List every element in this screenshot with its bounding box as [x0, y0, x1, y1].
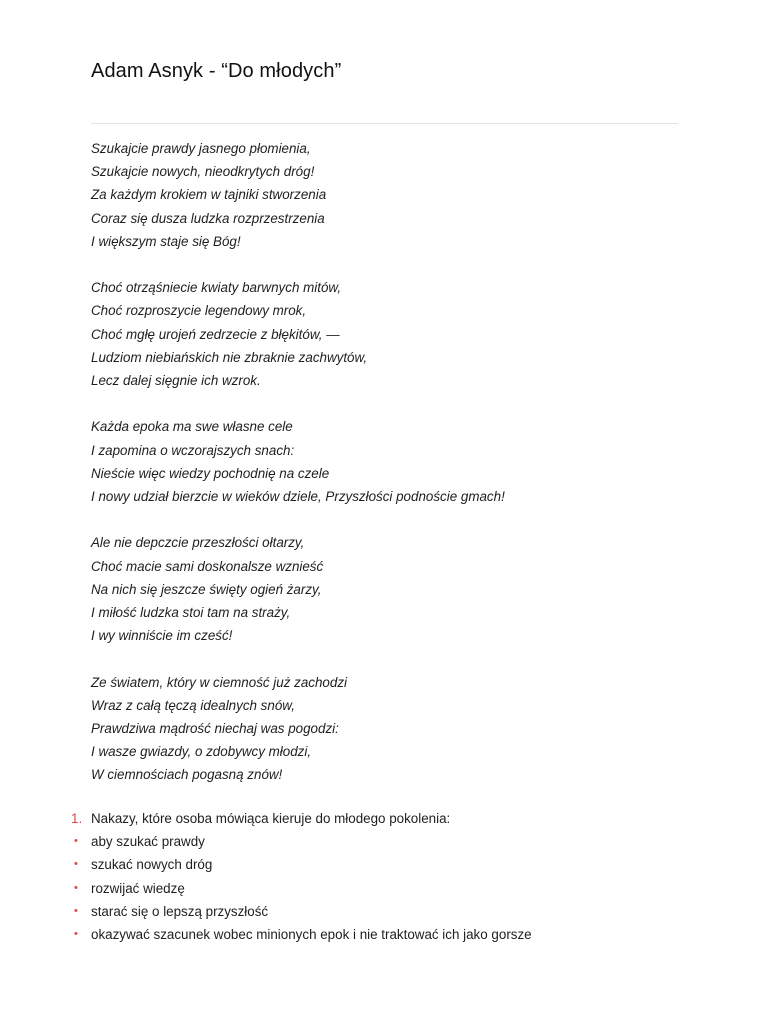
analysis-notes	[71, 807, 678, 946]
poem-line: I miłość ludzka stoi tam na straży,	[91, 605, 291, 621]
poem-stanza-5	[91, 671, 678, 787]
bullet-list-item	[71, 853, 678, 876]
bullet-icon: •	[74, 835, 78, 848]
poem-line: Nieście więc wiedzy pochodnię na czele	[91, 465, 330, 481]
poem	[91, 137, 678, 787]
poem-line: Szukajcie nowych, nieodkrytych dróg!	[91, 164, 315, 180]
poem-line: I zapomina o wczorajszych snach:	[91, 442, 295, 458]
poem-line: Choć rozproszycie legendowy mrok,	[91, 303, 307, 319]
list-number: 1.	[71, 811, 83, 826]
poem-line: I większym staje się Bóg!	[91, 233, 241, 249]
poem-stanza-1	[91, 137, 678, 253]
document-title: Adam Asnyk - “Do młodych”	[91, 60, 342, 82]
poem-line: Wraz z całą tęczą idealnych snów,	[91, 697, 295, 713]
poem-line: I nowy udział bierzcie w wieków dziele, Przyszłości podnoście gmach!	[91, 489, 505, 505]
poem-line: Choć otrząśniecie kwiaty barwnych mitów,	[91, 280, 342, 296]
poem-line: I wy winniście im cześć!	[91, 628, 233, 644]
bullet-icon: •	[74, 904, 78, 917]
numbered-list-item	[71, 807, 678, 830]
poem-line: Ze światem, który w ciemność już zachodzi	[91, 674, 347, 690]
poem-line: W ciemnościach pogasną znów!	[91, 767, 283, 783]
poem-line: Ale nie depczcie przeszłości ołtarzy,	[91, 535, 305, 551]
bullet-text: aby szukać prawdy	[91, 834, 205, 850]
poem-stanza-4	[91, 531, 678, 647]
poem-line: Prawdziwa mądrość niechaj was pogodzi:	[91, 721, 339, 737]
bullet-list-item	[71, 900, 678, 923]
poem-line: Choć mgłę urojeń zedrzecie z błękitów, —	[91, 326, 340, 342]
title-divider	[91, 123, 678, 124]
bullet-icon: •	[74, 858, 78, 871]
bullet-list-item	[71, 830, 678, 853]
poem-line: Choć macie sami doskonalsze wznieść	[91, 558, 324, 574]
poem-line: Coraz się dusza ludzka rozprzestrzenia	[91, 210, 325, 226]
poem-line: Ludziom niebiańskich nie zbraknie zachwytów,	[91, 349, 368, 365]
bullet-icon: •	[74, 881, 78, 894]
bullet-text: okazywać szacunek wobec minionych epok i nie traktować ich jako gorsze	[91, 927, 532, 943]
bullet-text: rozwijać wiedzę	[91, 880, 185, 896]
numbered-item-text: Nakazy, które osoba mówiąca kieruje do młodego pokolenia:	[91, 811, 451, 826]
poem-line: I wasze gwiazdy, o zdobywcy młodzi,	[91, 744, 312, 760]
poem-line: Za każdym krokiem w tajniki stworzenia	[91, 187, 327, 203]
poem-line: Na nich się jeszcze święty ogień żarzy,	[91, 581, 322, 597]
bullet-list-item	[71, 877, 678, 900]
bullet-text: starać się o lepszą przyszłość	[91, 903, 269, 919]
poem-stanza-2	[91, 276, 678, 392]
poem-line: Każda epoka ma swe własne cele	[91, 419, 293, 435]
bullet-text: szukać nowych dróg	[91, 857, 213, 873]
bullet-list-item	[71, 923, 678, 946]
bullet-icon: •	[74, 928, 78, 941]
poem-line: Lecz dalej sięgnie ich wzrok.	[91, 373, 261, 389]
poem-stanza-3	[91, 415, 678, 508]
poem-line: Szukajcie prawdy jasnego płomienia,	[91, 141, 311, 156]
